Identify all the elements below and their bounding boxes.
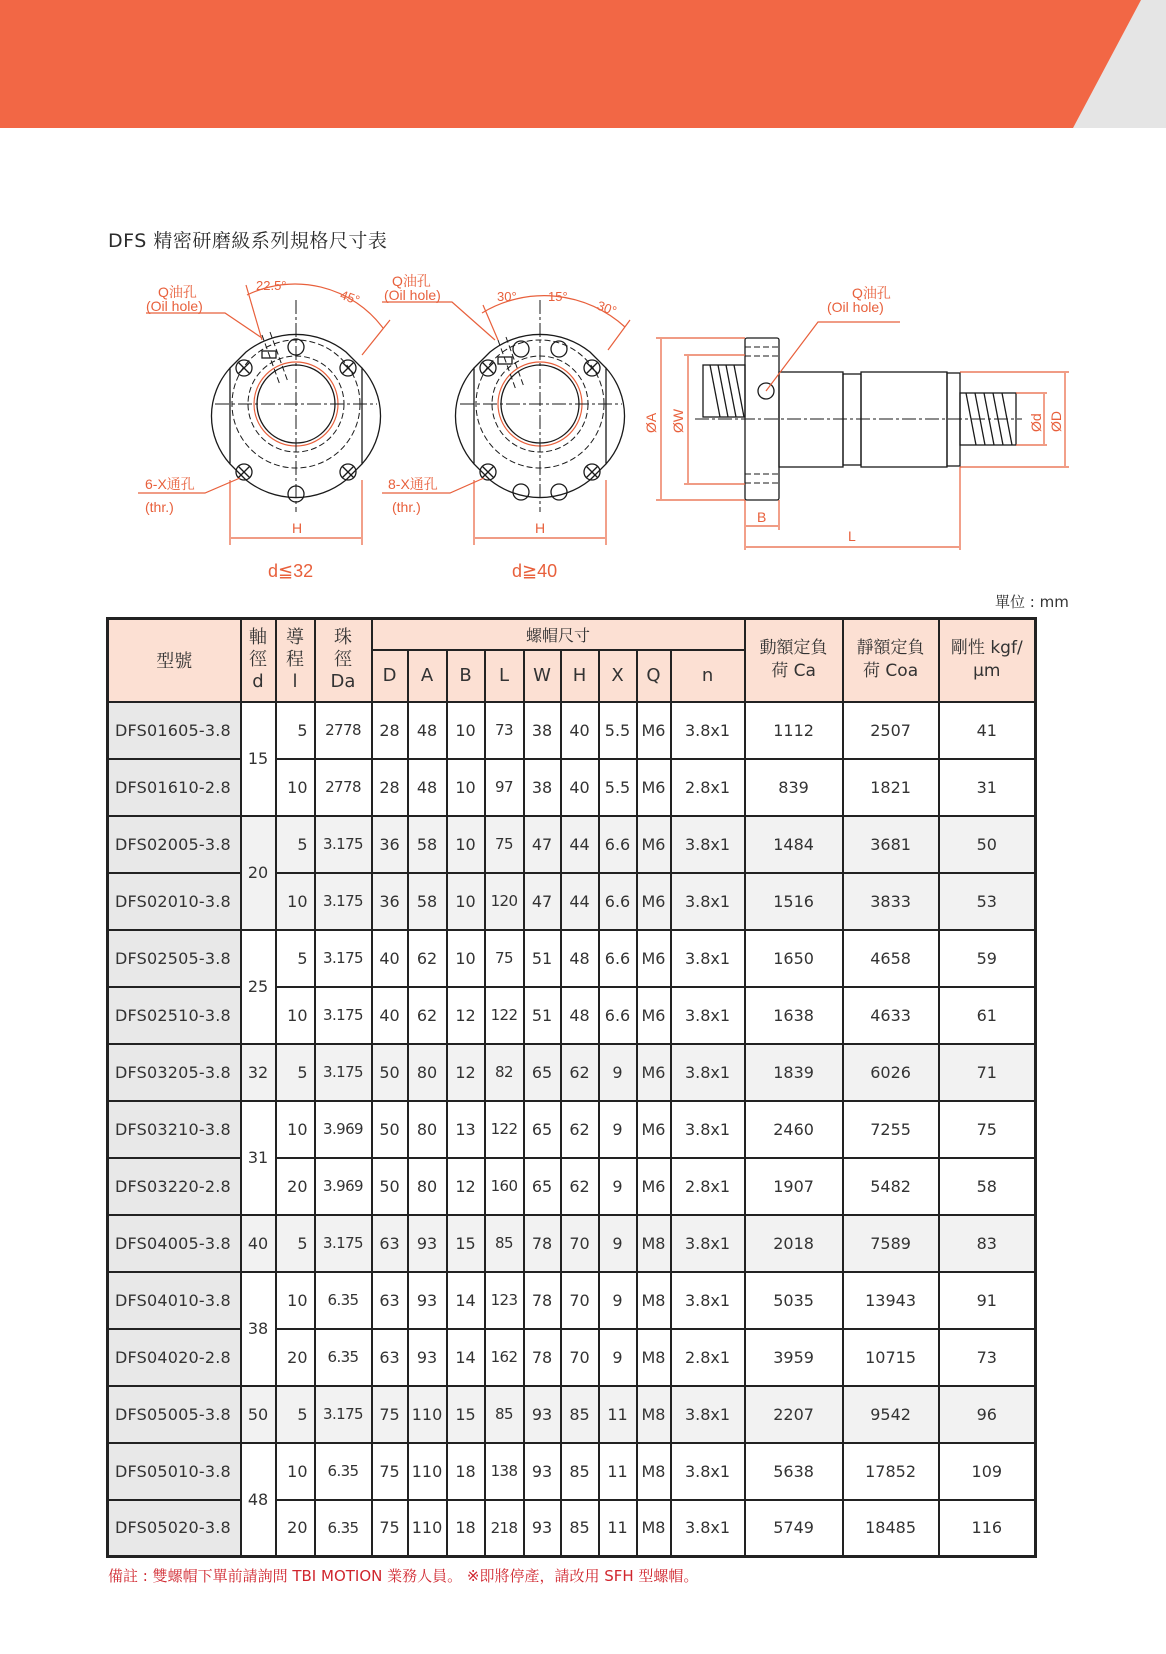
cell-h: 70 [561, 1215, 599, 1272]
cell-w: 78 [524, 1215, 561, 1272]
cell-q: M8 [637, 1500, 671, 1557]
cell-l: 138 [485, 1443, 524, 1500]
cell-k: 75 [939, 1101, 1036, 1158]
cell-d: 63 [372, 1272, 408, 1329]
cell-h: 62 [561, 1044, 599, 1101]
cell-l: 5 [276, 1386, 315, 1443]
cell-ca: 1112 [745, 702, 843, 759]
cell-model: DFS03210-3.8 [108, 1101, 241, 1158]
cell-b: 12 [447, 1158, 485, 1215]
cell-x: 9 [599, 1215, 637, 1272]
cell-q: M8 [637, 1386, 671, 1443]
cell-x: 5.5 [599, 702, 637, 759]
cell-coa: 2507 [843, 702, 939, 759]
cell-k: 116 [939, 1500, 1036, 1557]
through-hole-label: 6-X通孔 [145, 476, 195, 492]
cell-b: 12 [447, 1044, 485, 1101]
cell-model: DFS04020-2.8 [108, 1329, 241, 1386]
cell-ca: 1516 [745, 873, 843, 930]
cell-h: 85 [561, 1386, 599, 1443]
cell-k: 41 [939, 702, 1036, 759]
cell-w: 47 [524, 873, 561, 930]
cell-k: 96 [939, 1386, 1036, 1443]
cell-shaft-diameter: 50 [241, 1386, 276, 1443]
cell-da: 3.969 [315, 1101, 372, 1158]
angle-label: 45° [338, 287, 362, 308]
cell-a: 58 [408, 873, 447, 930]
cell-k: 73 [939, 1329, 1036, 1386]
spec-table [106, 617, 1037, 1558]
cell-ca: 1907 [745, 1158, 843, 1215]
cell-n: 3.8x1 [671, 1101, 745, 1158]
cell-h: 48 [561, 930, 599, 987]
cell-da: 3.175 [315, 1215, 372, 1272]
cell-coa: 18485 [843, 1500, 939, 1557]
cell-coa: 13943 [843, 1272, 939, 1329]
header-static-load: 靜額定負 荷 Coa [843, 619, 939, 702]
cell-q: M6 [637, 759, 671, 816]
cell-l: 160 [485, 1158, 524, 1215]
cell-ca: 839 [745, 759, 843, 816]
cell-h: 70 [561, 1329, 599, 1386]
cell-k: 61 [939, 987, 1036, 1044]
cell-x: 9 [599, 1101, 637, 1158]
cell-ca: 1839 [745, 1044, 843, 1101]
cell-l: 5 [276, 1215, 315, 1272]
dimension-l-label: L [848, 528, 856, 544]
cell-d: 40 [372, 987, 408, 1044]
cell-n: 2.8x1 [671, 1158, 745, 1215]
cell-d: 63 [372, 1329, 408, 1386]
angle-label: 30° [595, 297, 619, 319]
cell-n: 3.8x1 [671, 1044, 745, 1101]
cell-coa: 6026 [843, 1044, 939, 1101]
cell-l: 75 [485, 930, 524, 987]
cell-model: DFS02510-3.8 [108, 987, 241, 1044]
cell-x: 6.6 [599, 987, 637, 1044]
cell-a: 110 [408, 1500, 447, 1557]
cell-l: 120 [485, 873, 524, 930]
cell-model: DFS01610-2.8 [108, 759, 241, 816]
cell-b: 10 [447, 873, 485, 930]
cell-l: 20 [276, 1500, 315, 1557]
cell-ca: 5035 [745, 1272, 843, 1329]
cell-model: DFS05020-3.8 [108, 1500, 241, 1557]
table-row [108, 1101, 1036, 1158]
cell-q: M8 [637, 1443, 671, 1500]
cell-w: 93 [524, 1386, 561, 1443]
dimension-w-label: ØW [670, 408, 686, 433]
cell-l: 10 [276, 1101, 315, 1158]
angle-label: 30° [497, 289, 517, 304]
dimension-h-label: H [292, 520, 303, 536]
cell-b: 10 [447, 930, 485, 987]
cell-da: 3.175 [315, 987, 372, 1044]
cell-da: 2778 [315, 702, 372, 759]
cell-coa: 17852 [843, 1443, 939, 1500]
cell-d: 75 [372, 1443, 408, 1500]
cell-da: 6.35 [315, 1272, 372, 1329]
cell-d: 36 [372, 873, 408, 930]
cell-a: 80 [408, 1044, 447, 1101]
cell-l: 5 [276, 1044, 315, 1101]
cell-d: 75 [372, 1386, 408, 1443]
cell-l: 97 [485, 759, 524, 816]
cell-coa: 7589 [843, 1215, 939, 1272]
cell-w: 51 [524, 987, 561, 1044]
cell-model: DFS05010-3.8 [108, 1443, 241, 1500]
cell-da: 3.969 [315, 1158, 372, 1215]
cell-a: 62 [408, 987, 447, 1044]
cell-k: 50 [939, 816, 1036, 873]
cell-l: 75 [485, 816, 524, 873]
cell-ca: 3959 [745, 1329, 843, 1386]
cell-a: 80 [408, 1158, 447, 1215]
cell-model: DFS03205-3.8 [108, 1044, 241, 1101]
cell-da: 3.175 [315, 1386, 372, 1443]
cell-l: 82 [485, 1044, 524, 1101]
cell-l: 10 [276, 759, 315, 816]
oil-hole-label-en: (Oil hole) [827, 299, 884, 315]
cell-l: 162 [485, 1329, 524, 1386]
cell-q: M8 [637, 1215, 671, 1272]
cell-q: M6 [637, 1158, 671, 1215]
cell-coa: 4633 [843, 987, 939, 1044]
cell-d: 40 [372, 930, 408, 987]
cell-x: 6.6 [599, 873, 637, 930]
dimension-d-label: Ød [1028, 413, 1044, 432]
cell-x: 9 [599, 1329, 637, 1386]
cell-k: 59 [939, 930, 1036, 987]
cell-h: 44 [561, 816, 599, 873]
cell-da: 6.35 [315, 1443, 372, 1500]
cell-x: 9 [599, 1158, 637, 1215]
cell-w: 78 [524, 1272, 561, 1329]
cell-shaft-diameter: 25 [241, 930, 276, 1044]
cell-x: 11 [599, 1443, 637, 1500]
through-hole-label: 8-X通孔 [388, 476, 438, 492]
nut-side-view [643, 285, 1069, 550]
cell-a: 80 [408, 1101, 447, 1158]
cell-w: 65 [524, 1101, 561, 1158]
cell-model: DFS05005-3.8 [108, 1386, 241, 1443]
header-nut-dimensions: 螺帽尺寸 [372, 619, 745, 650]
cell-k: 83 [939, 1215, 1036, 1272]
header-model: 型號 [108, 619, 241, 702]
cell-d: 36 [372, 816, 408, 873]
cell-k: 109 [939, 1443, 1036, 1500]
cell-coa: 3833 [843, 873, 939, 930]
header-ball-diameter: 珠 徑 Da [315, 619, 372, 702]
cell-k: 58 [939, 1158, 1036, 1215]
cell-l: 5 [276, 816, 315, 873]
flange-view-6-hole [138, 278, 390, 581]
table-row [108, 1215, 1036, 1272]
cell-n: 2.8x1 [671, 759, 745, 816]
cell-model: DFS04005-3.8 [108, 1215, 241, 1272]
cell-shaft-diameter: 31 [241, 1101, 276, 1215]
cell-w: 65 [524, 1158, 561, 1215]
cell-d: 75 [372, 1500, 408, 1557]
header-dynamic-load: 動額定負 荷 Ca [745, 619, 843, 702]
cell-l: 122 [485, 1101, 524, 1158]
cell-n: 3.8x1 [671, 873, 745, 930]
cell-h: 44 [561, 873, 599, 930]
cell-n: 3.8x1 [671, 930, 745, 987]
oil-hole-label: Q油孔 [158, 284, 197, 300]
cell-coa: 7255 [843, 1101, 939, 1158]
cell-b: 18 [447, 1500, 485, 1557]
cell-h: 48 [561, 987, 599, 1044]
cell-model: DFS03220-2.8 [108, 1158, 241, 1215]
cell-ca: 1638 [745, 987, 843, 1044]
cell-q: M6 [637, 873, 671, 930]
dimension-b-label: B [757, 509, 767, 525]
cell-shaft-diameter: 20 [241, 816, 276, 930]
cell-l: 5 [276, 702, 315, 759]
cell-coa: 9542 [843, 1386, 939, 1443]
condition-label: d≧40 [512, 561, 558, 581]
dimension-a-label: ØA [643, 412, 659, 433]
cell-da: 3.175 [315, 1044, 372, 1101]
cell-a: 48 [408, 759, 447, 816]
cell-ca: 5638 [745, 1443, 843, 1500]
technical-drawing [0, 250, 1166, 590]
cell-h: 85 [561, 1443, 599, 1500]
dimension-h-label: H [535, 520, 546, 536]
cell-x: 6.6 [599, 816, 637, 873]
unit-label: 單位 : mm [995, 593, 1069, 611]
footnote: 備註 : 雙螺帽下單前請詢問 TBI MOTION 業務人員。 ※即將停產，請改用 SFH 型螺帽。 [108, 1567, 699, 1585]
cell-a: 110 [408, 1386, 447, 1443]
header-D: D [372, 650, 408, 702]
cell-b: 14 [447, 1329, 485, 1386]
header-shaft-diameter: 軸 徑 d [241, 619, 276, 702]
cell-q: M8 [637, 1272, 671, 1329]
cell-q: M6 [637, 930, 671, 987]
header-L: L [485, 650, 524, 702]
cell-q: M8 [637, 1329, 671, 1386]
cell-b: 10 [447, 759, 485, 816]
cell-shaft-diameter: 40 [241, 1215, 276, 1272]
cell-n: 3.8x1 [671, 1443, 745, 1500]
oil-hole-label-en: (Oil hole) [146, 298, 203, 314]
cell-da: 3.175 [315, 873, 372, 930]
cell-a: 62 [408, 930, 447, 987]
cell-da: 3.175 [315, 816, 372, 873]
cell-ca: 2207 [745, 1386, 843, 1443]
through-hole-label-en: (thr.) [392, 499, 421, 515]
cell-x: 9 [599, 1272, 637, 1329]
cell-ca: 2018 [745, 1215, 843, 1272]
cell-coa: 4658 [843, 930, 939, 987]
cell-coa: 1821 [843, 759, 939, 816]
cell-l: 85 [485, 1215, 524, 1272]
cell-h: 70 [561, 1272, 599, 1329]
cell-q: M6 [637, 1044, 671, 1101]
table-row [108, 1443, 1036, 1500]
cell-k: 53 [939, 873, 1036, 930]
cell-da: 2778 [315, 759, 372, 816]
page-title: DFS 精密研磨級系列規格尺寸表 [108, 230, 388, 252]
cell-d: 50 [372, 1158, 408, 1215]
cell-da: 3.175 [315, 930, 372, 987]
cell-w: 38 [524, 702, 561, 759]
cell-l: 10 [276, 987, 315, 1044]
header-B: B [447, 650, 485, 702]
cell-x: 11 [599, 1500, 637, 1557]
cell-w: 65 [524, 1044, 561, 1101]
cell-a: 93 [408, 1272, 447, 1329]
cell-n: 2.8x1 [671, 1329, 745, 1386]
cell-model: DFS02010-3.8 [108, 873, 241, 930]
condition-label: d≦32 [268, 561, 314, 581]
cell-w: 93 [524, 1443, 561, 1500]
cell-a: 48 [408, 702, 447, 759]
cell-model: DFS04010-3.8 [108, 1272, 241, 1329]
cell-d: 63 [372, 1215, 408, 1272]
cell-h: 62 [561, 1158, 599, 1215]
banner-band [0, 0, 1141, 128]
cell-h: 40 [561, 759, 599, 816]
cell-b: 12 [447, 987, 485, 1044]
cell-k: 91 [939, 1272, 1036, 1329]
cell-x: 6.6 [599, 930, 637, 987]
cell-l: 122 [485, 987, 524, 1044]
cell-d: 50 [372, 1044, 408, 1101]
cell-n: 3.8x1 [671, 702, 745, 759]
cell-b: 10 [447, 702, 485, 759]
cell-a: 93 [408, 1329, 447, 1386]
cell-shaft-diameter: 15 [241, 702, 276, 816]
cell-n: 3.8x1 [671, 1386, 745, 1443]
cell-l: 85 [485, 1386, 524, 1443]
cell-model: DFS02005-3.8 [108, 816, 241, 873]
cell-l: 10 [276, 873, 315, 930]
cell-n: 3.8x1 [671, 1500, 745, 1557]
cell-w: 38 [524, 759, 561, 816]
cell-q: M6 [637, 987, 671, 1044]
cell-k: 71 [939, 1044, 1036, 1101]
cell-coa: 5482 [843, 1158, 939, 1215]
header-Q: Q [637, 650, 671, 702]
cell-shaft-diameter: 48 [241, 1443, 276, 1557]
oil-hole-label: Q油孔 [392, 273, 431, 289]
oil-hole-label: Q油孔 [852, 285, 891, 301]
header-lead: 導 程 l [276, 619, 315, 702]
cell-w: 78 [524, 1329, 561, 1386]
through-hole-label-en: (thr.) [145, 499, 174, 515]
cell-l: 73 [485, 702, 524, 759]
cell-l: 10 [276, 1443, 315, 1500]
cell-ca: 2460 [745, 1101, 843, 1158]
cell-k: 31 [939, 759, 1036, 816]
header-X: X [599, 650, 637, 702]
oil-hole-label-en: (Oil hole) [384, 287, 441, 303]
angle-label: 15° [548, 289, 568, 304]
cell-x: 11 [599, 1386, 637, 1443]
header-banner [0, 0, 1166, 128]
flange-view-8-hole [382, 273, 630, 581]
table-row [108, 1044, 1036, 1101]
cell-n: 3.8x1 [671, 1215, 745, 1272]
cell-coa: 3681 [843, 816, 939, 873]
table-row [108, 702, 1036, 759]
angle-label: 22.5° [256, 278, 287, 293]
header-W: W [524, 650, 561, 702]
cell-d: 28 [372, 702, 408, 759]
cell-da: 6.35 [315, 1500, 372, 1557]
cell-coa: 10715 [843, 1329, 939, 1386]
table-row [108, 1386, 1036, 1443]
cell-b: 18 [447, 1443, 485, 1500]
cell-a: 93 [408, 1215, 447, 1272]
cell-h: 40 [561, 702, 599, 759]
cell-ca: 1484 [745, 816, 843, 873]
cell-l: 5 [276, 930, 315, 987]
cell-h: 62 [561, 1101, 599, 1158]
cell-l: 218 [485, 1500, 524, 1557]
cell-da: 6.35 [315, 1329, 372, 1386]
cell-n: 3.8x1 [671, 987, 745, 1044]
cell-a: 110 [408, 1443, 447, 1500]
cell-w: 47 [524, 816, 561, 873]
table-row [108, 930, 1036, 987]
cell-model: DFS01605-3.8 [108, 702, 241, 759]
cell-q: M6 [637, 1101, 671, 1158]
cell-ca: 5749 [745, 1500, 843, 1557]
cell-d: 50 [372, 1101, 408, 1158]
header-stiffness: 剛性 kgf/ μm [939, 619, 1036, 702]
header-n: n [671, 650, 745, 702]
cell-b: 14 [447, 1272, 485, 1329]
cell-w: 93 [524, 1500, 561, 1557]
cell-shaft-diameter: 38 [241, 1272, 276, 1386]
cell-a: 58 [408, 816, 447, 873]
header-A: A [408, 650, 447, 702]
cell-ca: 1650 [745, 930, 843, 987]
cell-b: 10 [447, 816, 485, 873]
cell-h: 85 [561, 1500, 599, 1557]
spec-table-body [108, 702, 1036, 1557]
cell-model: DFS02505-3.8 [108, 930, 241, 987]
cell-n: 3.8x1 [671, 1272, 745, 1329]
table-row [108, 816, 1036, 873]
cell-b: 13 [447, 1101, 485, 1158]
cell-w: 51 [524, 930, 561, 987]
cell-q: M6 [637, 702, 671, 759]
cell-n: 3.8x1 [671, 816, 745, 873]
cell-l: 10 [276, 1272, 315, 1329]
cell-b: 15 [447, 1215, 485, 1272]
cell-shaft-diameter: 32 [241, 1044, 276, 1101]
cell-l: 123 [485, 1272, 524, 1329]
cell-l: 20 [276, 1329, 315, 1386]
header-H: H [561, 650, 599, 702]
cell-l: 20 [276, 1158, 315, 1215]
cell-q: M6 [637, 816, 671, 873]
cell-d: 28 [372, 759, 408, 816]
cell-b: 15 [447, 1386, 485, 1443]
cell-x: 9 [599, 1044, 637, 1101]
table-row [108, 1272, 1036, 1329]
dimension-outer-d-label: ØD [1048, 411, 1064, 432]
cell-x: 5.5 [599, 759, 637, 816]
